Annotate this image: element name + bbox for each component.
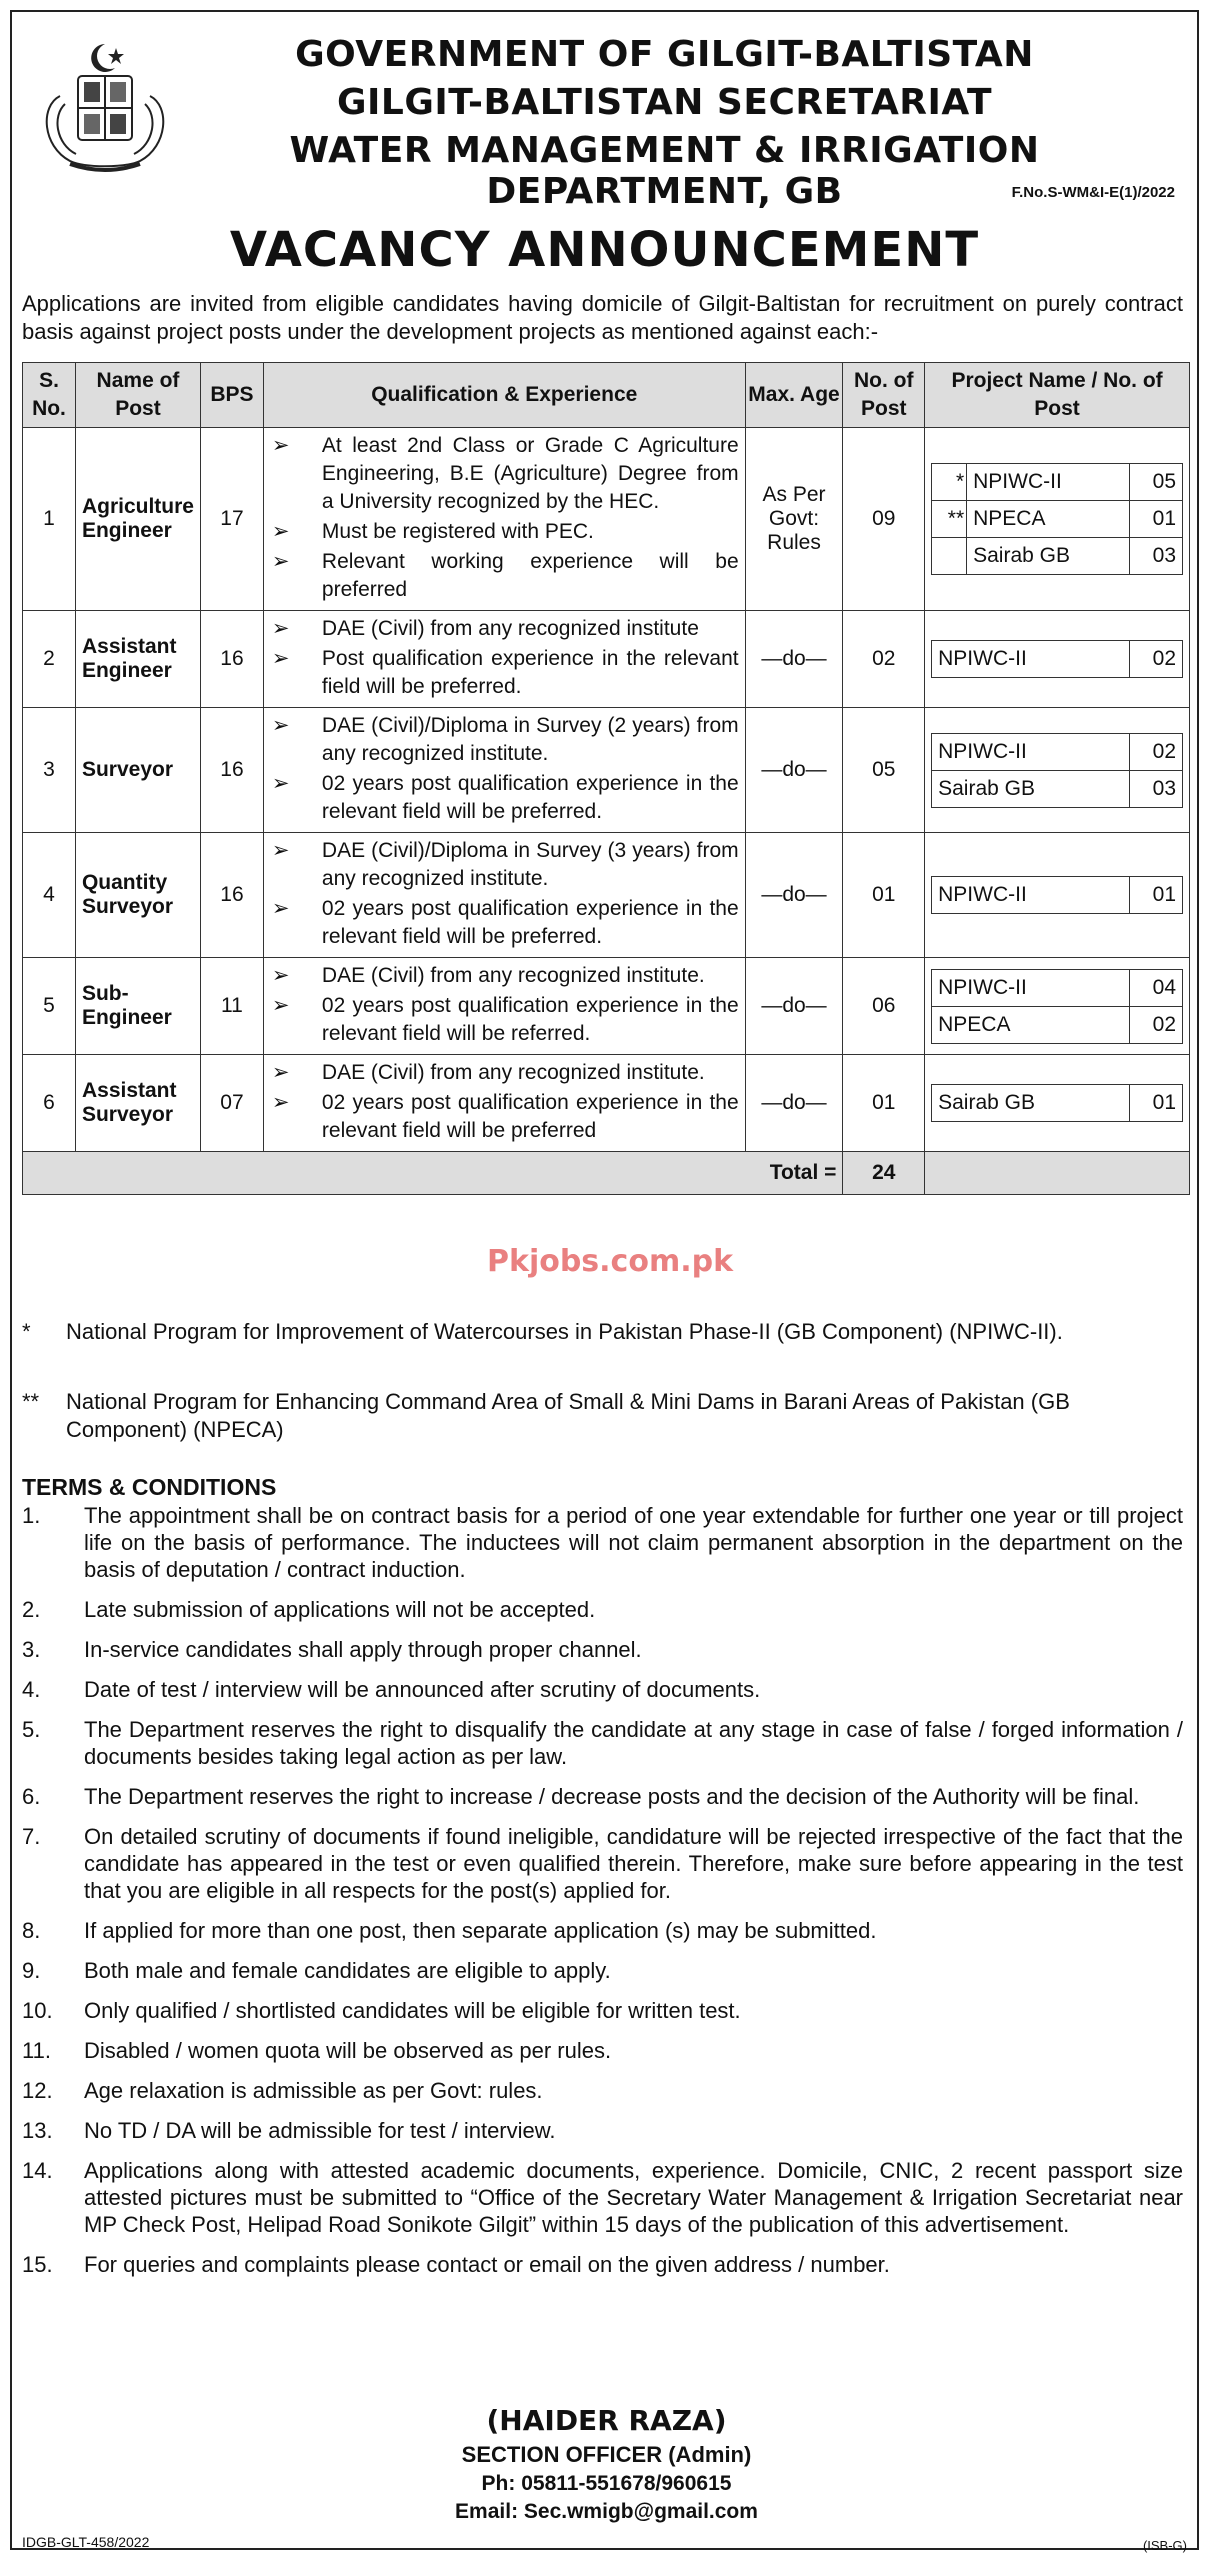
header-project: Project Name / No. of Post [925,363,1190,428]
project-entry [932,969,1183,1006]
cell-max-age: As Per Govt: Rules [745,428,843,611]
project-name: Sairab GB [932,1085,1130,1122]
project-entry [932,733,1183,770]
cell-max-age: —do— [745,708,843,833]
ad-code-right: (ISB-G) [1142,2538,1187,2553]
project-post-count: 01 [1130,877,1183,914]
arrow-bullet-icon: ➢ [271,994,290,1017]
ad-code-left: IDGB-GLT-458/2022 [22,2534,150,2550]
note-marker: * [22,1319,31,1344]
term-number: 7. [22,1824,41,1849]
project-entry [932,1085,1183,1122]
arrow-bullet-icon: ➢ [271,964,290,987]
table-row [23,1055,1190,1152]
arrow-bullet-icon: ➢ [271,520,290,543]
qualification-text: DAE (Civil)/Diploma in Survey (2 years) from any recognized institute. [321,714,739,765]
project-post-count: 05 [1130,464,1183,501]
cell-bps: 17 [200,428,263,611]
term-item [22,2077,1183,2104]
cell-no-of-post: 02 [843,611,925,708]
term-text: Age relaxation is admissible as per Govt: rules. [84,2078,543,2103]
cell-qualification [263,1055,745,1152]
term-number: 10. [22,1998,53,2023]
total-value: 24 [843,1152,925,1195]
table-row [23,611,1190,708]
project-name: NPIWC-II [932,733,1130,770]
term-item [22,1997,1183,2024]
qualification-item [270,837,739,893]
term-text: On detailed scrutiny of documents if found ineligible, candidature will be rejected irrespective of the fact that the candidate has appeared in the test or even qualified therein. Therefore, make sure before appearing in the test that you are eligible in all respects for the post(s) applied for. [84,1824,1183,1903]
header-line-3: WATER MANAGEMENT & IRRIGATION DEPARTMENT, GB [289,130,1040,212]
cell-sno: 2 [23,611,76,708]
term-number: 2. [22,1597,41,1622]
project-post-count: 04 [1130,969,1183,1006]
term-number: 12. [22,2078,53,2103]
cell-qualification [263,428,745,611]
project-marker: * [932,464,967,501]
qualification-item [270,548,739,604]
cell-no-of-post: 01 [843,833,925,958]
project-name: NPIWC-II [967,464,1130,501]
cell-max-age: —do— [745,1055,843,1152]
term-item [22,1716,1183,1770]
term-text: The appointment shall be on contract basis for a period of one year extendable for further one year or till project life on the basis of performance. The inductees will not claim permanent absorption in the department on the basis of deputation / contract induction. [84,1503,1183,1582]
term-item [22,1596,1183,1623]
qualification-text: Post qualification experience in the relevant field will be preferred. [321,647,739,698]
cell-project [925,428,1190,611]
cell-qualification [263,611,745,708]
cell-project [925,611,1190,708]
qualification-item [270,1089,739,1145]
term-item [22,1917,1183,1944]
cell-no-of-post: 06 [843,958,925,1055]
cell-post-name: Agriculture Engineer [75,428,200,611]
cell-bps: 11 [200,958,263,1055]
qualification-item [270,1059,739,1087]
qualification-item [270,895,739,951]
term-item [22,1957,1183,1984]
qualification-text: 02 years post qualification experience in the relevant field will be preferred. [321,772,739,823]
note-text: National Program for Enhancing Command Area of Small & Mini Dams in Barani Areas of Pakistan (GB Component) (NPECA) [66,1389,1070,1442]
qualification-item [270,432,739,516]
cell-sno: 3 [23,708,76,833]
project-post-count: 02 [1130,641,1183,678]
term-text: Date of test / interview will be announced after scrutiny of documents. [84,1677,761,1702]
project-name: Sairab GB [932,770,1130,807]
table-row [23,428,1190,611]
project-name: NPIWC-II [932,969,1130,1006]
term-text: No TD / DA will be admissible for test / interview. [84,2118,556,2143]
cell-post-name: Quantity Surveyor [75,833,200,958]
cell-no-of-post: 05 [843,708,925,833]
cell-max-age: —do— [745,958,843,1055]
header-line-2: GILGIT-BALTISTAN SECRETARIAT [336,82,993,123]
qualification-text: DAE (Civil) from any recognized institute. [321,964,705,987]
cell-max-age: —do— [745,833,843,958]
cell-project [925,958,1190,1055]
project-post-count: 03 [1130,770,1183,807]
qualification-item [270,770,739,826]
term-number: 13. [22,2118,53,2143]
table-header-row [23,363,1190,428]
header-line-1: GOVERNMENT OF GILGIT-BALTISTAN [295,34,1034,75]
total-empty-cell [925,1152,1190,1195]
advertisement-page [10,10,1199,2553]
term-text: Late submission of applications will not be accepted. [84,1597,596,1622]
cell-sno: 1 [23,428,76,611]
qualification-item [270,615,739,643]
project-name: Sairab GB [967,538,1130,575]
cell-project [925,833,1190,958]
cell-sno: 4 [23,833,76,958]
qualification-item [270,518,739,546]
arrow-bullet-icon: ➢ [271,1061,290,1084]
signatory-name: (HAIDER RAZA) [486,2404,727,2437]
cell-max-age: —do— [745,611,843,708]
arrow-bullet-icon: ➢ [271,434,290,457]
term-text: The Department reserves the right to increase / decrease posts and the decision of the Authority will be final. [84,1784,1140,1809]
header-qualification: Qualification & Experience [263,363,745,428]
term-item [22,2117,1183,2144]
term-item [22,1823,1183,1904]
project-entry [932,501,1183,538]
qualification-text: 02 years post qualification experience in the relevant field will be referred. [321,994,739,1045]
arrow-bullet-icon: ➢ [271,839,290,862]
cell-no-of-post: 09 [843,428,925,611]
watermark: Pkjobs.com.pk [487,1244,734,1279]
project-marker: ** [932,501,967,538]
project-post-count: 01 [1130,501,1183,538]
cell-qualification [263,833,745,958]
cell-no-of-post: 01 [843,1055,925,1152]
table-row [23,958,1190,1055]
qualification-text: Must be registered with PEC. [321,520,594,543]
qualification-text: 02 years post qualification experience in the relevant field will be preferred [321,1091,739,1142]
arrow-bullet-icon: ➢ [271,550,290,573]
term-text: In-service candidates shall apply through proper channel. [84,1637,642,1662]
project-name: NPIWC-II [932,877,1130,914]
header-max-age: Max. Age [745,363,843,428]
term-number: 8. [22,1918,41,1943]
term-text: Only qualified / shortlisted candidates will be eligible for written test. [84,1998,741,2023]
term-number: 1. [22,1503,41,1528]
signatory-phone: Ph: 05811-551678/960615 [481,2472,732,2495]
qualification-text: At least 2nd Class or Grade C Agriculture Engineering, B.E (Agriculture) Degree from a University recognized by the HEC. [321,434,739,513]
project-post-count: 03 [1130,538,1183,575]
cell-sno: 6 [23,1055,76,1152]
qualification-text: DAE (Civil)/Diploma in Survey (3 years) from any recognized institute. [321,839,739,890]
cell-project [925,708,1190,833]
project-entry [932,641,1183,678]
term-item [22,1502,1183,1583]
signatory-title: SECTION OFFICER (Admin) [461,2442,752,2467]
term-text: Disabled / women quota will be observed as per rules. [84,2038,612,2063]
term-text: For queries and complaints please contact or email on the given address / number. [84,2252,890,2277]
signatory-email: Email: Sec.wmigb@gmail.com [455,2500,758,2523]
project-name: NPECA [967,501,1130,538]
term-text: The Department reserves the right to disqualify the candidate at any stage in case of false / forged information / documents besides taking legal action as per law. [84,1717,1183,1769]
term-number: 6. [22,1784,41,1809]
term-item [22,2251,1183,2278]
file-number: F.No.S-WM&I-E(1)/2022 [1011,184,1175,201]
term-item [22,1783,1183,1810]
note-npeca [22,1388,1183,1444]
term-number: 3. [22,1637,41,1662]
arrow-bullet-icon: ➢ [271,897,290,920]
vacancy-table [22,362,1190,1195]
qualification-text: DAE (Civil) from any recognized institute. [321,1061,705,1084]
cell-post-name: Surveyor [75,708,200,833]
term-item [22,1676,1183,1703]
total-label: Total = [23,1152,843,1195]
note-npiwc [22,1318,1183,1346]
cell-project [925,1055,1190,1152]
project-entry [932,1006,1183,1043]
qualification-text: Relevant working experience will be preferred [321,550,739,601]
term-number: 14. [22,2158,53,2183]
note-text: National Program for Improvement of Watercourses in Pakistan Phase-II (GB Component) (NPIWC-II). [66,1319,1063,1344]
header-sno: S. No. [23,363,76,428]
term-number: 4. [22,1677,41,1702]
project-name: NPECA [932,1006,1130,1043]
header-post: Name of Post [75,363,200,428]
cell-bps: 16 [200,611,263,708]
arrow-bullet-icon: ➢ [271,647,290,670]
cell-bps: 16 [200,708,263,833]
intro-paragraph: Applications are invited from eligible candidates having domicile of Gilgit-Baltistan for recruitment on purely contract basis against project posts under the development projects as mentioned against each:- [22,291,1183,344]
cell-post-name: Assistant Surveyor [75,1055,200,1152]
project-name: NPIWC-II [932,641,1130,678]
project-entry [932,538,1183,575]
cell-bps: 07 [200,1055,263,1152]
arrow-bullet-icon: ➢ [271,714,290,737]
arrow-bullet-icon: ➢ [271,1091,290,1114]
gb-government-crest-icon [30,36,180,176]
qualification-item [270,962,739,990]
cell-post-name: Sub-Engineer [75,958,200,1055]
header-bps: BPS [200,363,263,428]
term-number: 9. [22,1958,41,1983]
qualification-text: DAE (Civil) from any recognized institute [321,617,699,640]
project-post-count: 01 [1130,1085,1183,1122]
project-post-count: 02 [1130,1006,1183,1043]
term-text: If applied for more than one post, then separate application (s) may be submitted. [84,1918,877,1943]
term-number: 15. [22,2252,53,2277]
qualification-item [270,992,739,1048]
project-entry [932,877,1183,914]
table-row [23,708,1190,833]
term-item [22,1636,1183,1663]
cell-bps: 16 [200,833,263,958]
header-no-of-post: No. of Post [843,363,925,428]
project-post-count: 02 [1130,733,1183,770]
qualification-text: 02 years post qualification experience in the relevant field will be preferred. [321,897,739,948]
arrow-bullet-icon: ➢ [271,772,290,795]
project-marker [932,538,967,575]
term-number: 5. [22,1717,41,1742]
cell-sno: 5 [23,958,76,1055]
term-number: 11. [22,2038,51,2063]
term-item [22,2157,1183,2238]
terms-list [22,1502,1183,2291]
qualification-item [270,712,739,768]
term-text: Both male and female candidates are eligible to apply. [84,1958,611,1983]
project-entry [932,464,1183,501]
page-title: VACANCY ANNOUNCEMENT [229,222,980,278]
qualification-item [270,645,739,701]
term-text: Applications along with attested academic documents, experience. Domicile, CNIC, 2 recent passport size attested pictures must be submitted to “Office of the Secretary Water Management & Irrigation Secretariat near MP Check Post, Helipad Road Sonikote Gilgit” within 15 days of the publication of this advertisement. [84,2158,1183,2237]
cell-qualification [263,708,745,833]
cell-post-name: Assistant Engineer [75,611,200,708]
terms-heading: TERMS & CONDITIONS [22,1474,277,1500]
term-item [22,2037,1183,2064]
project-entry [932,770,1183,807]
note-marker: ** [22,1389,40,1414]
arrow-bullet-icon: ➢ [271,617,290,640]
table-row [23,833,1190,958]
cell-qualification [263,958,745,1055]
total-row [23,1152,1190,1195]
